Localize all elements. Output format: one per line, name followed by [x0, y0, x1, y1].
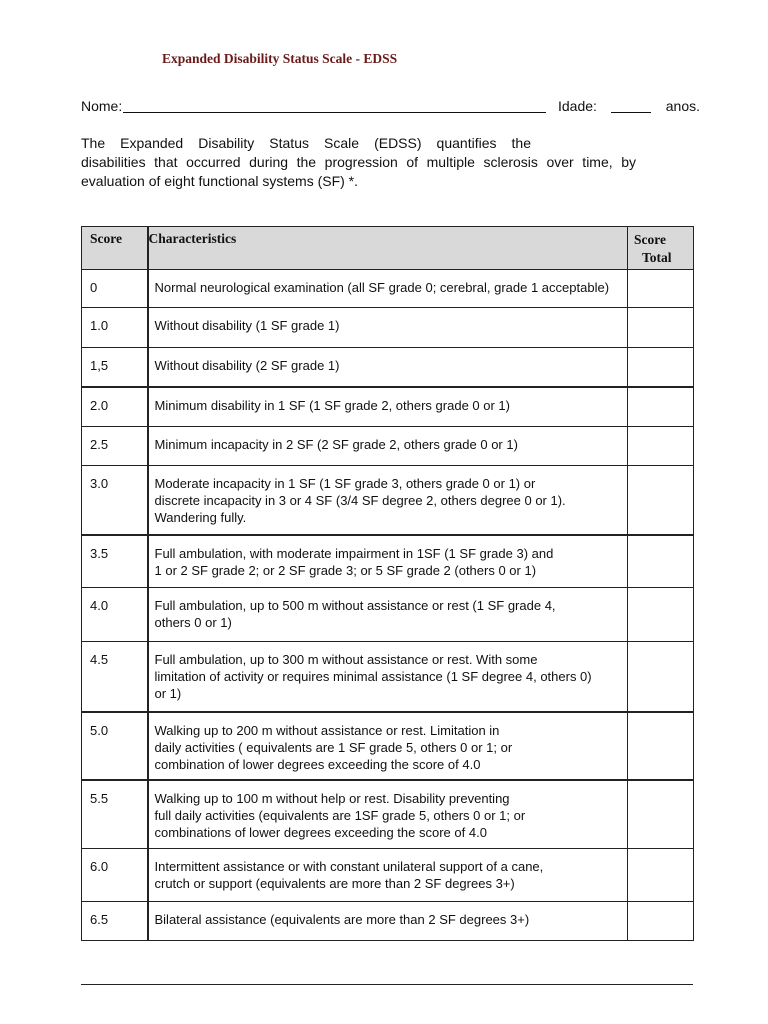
table-body — [82, 270, 694, 941]
patient-fields — [81, 98, 700, 118]
table-row — [82, 849, 694, 902]
score-cell: 4.5 — [82, 642, 148, 712]
characteristics-line: Wandering fully. — [154, 510, 247, 525]
table-row — [82, 588, 694, 642]
document-title: Expanded Disability Status Scale - EDSS — [162, 51, 398, 66]
score-total-cell[interactable] — [628, 535, 694, 588]
score-total-cell[interactable] — [628, 348, 694, 387]
score-cell: 0 — [82, 270, 148, 308]
characteristics-line: Full ambulation, up to 300 m without assistance or rest. With some — [154, 652, 538, 667]
table-row — [82, 535, 694, 588]
score-cell: 6.0 — [82, 849, 148, 902]
characteristics-cell — [148, 588, 628, 642]
table-row — [82, 902, 694, 941]
score-total-cell[interactable] — [628, 588, 694, 642]
characteristics-line: combinations of lower degrees exceeding the score of 4.0 — [154, 824, 487, 840]
table-row — [82, 780, 694, 849]
footer-divider — [81, 984, 693, 985]
edss-table — [81, 226, 694, 941]
idade-label: Idade: — [558, 98, 597, 114]
characteristics-line: Full ambulation, up to 500 m without assistance or rest (1 SF grade 4, — [154, 598, 556, 613]
table-row — [82, 642, 694, 712]
table-row — [82, 387, 694, 427]
nome-blank-line[interactable] — [123, 112, 546, 113]
score-total-cell[interactable] — [628, 642, 694, 712]
score-cell: 6.5 — [82, 902, 148, 941]
header-characteristics: Characteristics — [148, 227, 628, 270]
characteristics-line: Moderate incapacity in 1 SF (1 SF grade 3, others grade 0 or 1) or — [154, 476, 536, 491]
characteristics-line: limitation of activity or requires minimal assistance (1 SF degree 4, others 0) — [154, 669, 592, 684]
table-row — [82, 348, 694, 387]
header-score: Score — [82, 227, 148, 270]
characteristics-cell — [148, 642, 628, 712]
characteristics-line: 1 or 2 SF grade 2; or 2 SF grade 3; or 5 SF grade 2 (others 0 or 1) — [154, 562, 537, 578]
score-total-cell[interactable] — [628, 849, 694, 902]
score-total-cell[interactable] — [628, 427, 694, 466]
characteristics-line: discrete incapacity in 3 or 4 SF (3/4 SF degree 2, others degree 0 or 1). — [154, 493, 566, 508]
characteristics-line: Minimum disability in 1 SF (1 SF grade 2, others grade 0 or 1) — [154, 397, 510, 413]
score-total-cell[interactable] — [628, 902, 694, 941]
score-cell: 3.5 — [82, 535, 148, 588]
score-cell: 3.0 — [82, 466, 148, 535]
score-total-cell[interactable] — [628, 712, 694, 780]
table-row — [82, 712, 694, 780]
characteristics-line: Without disability (1 SF grade 1) — [154, 318, 340, 333]
table-header-row — [82, 227, 694, 270]
characteristics-line: full daily activities (equivalents are 1SF grade 5, others 0 or 1; or — [154, 807, 526, 823]
score-cell: 5.5 — [82, 780, 148, 849]
score-cell: 5.0 — [82, 712, 148, 780]
table-row — [82, 308, 694, 348]
score-cell: 4.0 — [82, 588, 148, 642]
score-cell: 1,5 — [82, 348, 148, 387]
characteristics-cell — [148, 849, 628, 902]
characteristics-line: Walking up to 100 m without help or rest. Disability preventing — [154, 790, 510, 806]
score-total-cell[interactable] — [628, 308, 694, 348]
characteristics-line: Walking up to 200 m without assistance or rest. Limitation in — [154, 722, 500, 738]
table-row — [82, 270, 694, 308]
characteristics-line: Intermittent assistance or with constant unilateral support of a cane, — [154, 859, 544, 874]
characteristics-cell — [148, 348, 628, 387]
intro-line: disabilities that occurred during the progression of multiple sclerosis over time, by — [81, 154, 636, 170]
idade-blank-line[interactable] — [611, 112, 651, 113]
table-row — [82, 427, 694, 466]
characteristics-cell — [148, 387, 628, 427]
table-row — [82, 466, 694, 535]
characteristics-line: Bilateral assistance (equivalents are more than 2 SF degrees 3+) — [154, 912, 530, 927]
anos-label: anos. — [665, 98, 700, 114]
intro-paragraph — [81, 134, 636, 191]
intro-line: evaluation of eight functional systems (SF) *. — [81, 173, 359, 189]
score-total-cell[interactable] — [628, 780, 694, 849]
characteristics-line: or 1) — [154, 686, 182, 701]
characteristics-line: Minimum incapacity in 2 SF (2 SF grade 2, others grade 0 or 1) — [154, 437, 518, 452]
intro-line: The Expanded Disability Status Scale (EDSS) quantifies the — [81, 135, 531, 151]
characteristics-cell — [148, 270, 628, 308]
characteristics-line: Full ambulation, with moderate impairment in 1SF (1 SF grade 3) and — [154, 545, 554, 561]
characteristics-line: Normal neurological examination (all SF grade 0; cerebral, grade 1 acceptable) — [154, 280, 610, 295]
characteristics-cell — [148, 535, 628, 588]
characteristics-line: crutch or support (equivalents are more than 2 SF degrees 3+) — [154, 876, 515, 891]
score-cell: 2.0 — [82, 387, 148, 427]
score-total-cell[interactable] — [628, 466, 694, 535]
characteristics-line: daily activities ( equivalents are 1 SF grade 5, others 0 or 1; or — [154, 739, 513, 755]
score-cell: 2.5 — [82, 427, 148, 466]
score-total-cell[interactable] — [628, 387, 694, 427]
characteristics-line: Without disability (2 SF grade 1) — [154, 358, 340, 373]
characteristics-cell — [148, 780, 628, 849]
characteristics-cell — [148, 308, 628, 348]
header-score-total: Score Total — [628, 227, 694, 270]
characteristics-cell — [148, 902, 628, 941]
characteristics-cell — [148, 712, 628, 780]
score-total-cell[interactable] — [628, 270, 694, 308]
characteristics-line: combination of lower degrees exceeding the score of 4.0 — [154, 756, 481, 772]
characteristics-line: others 0 or 1) — [154, 615, 232, 630]
characteristics-cell — [148, 427, 628, 466]
score-cell: 1.0 — [82, 308, 148, 348]
nome-label: Nome: — [81, 98, 123, 114]
characteristics-cell — [148, 466, 628, 535]
